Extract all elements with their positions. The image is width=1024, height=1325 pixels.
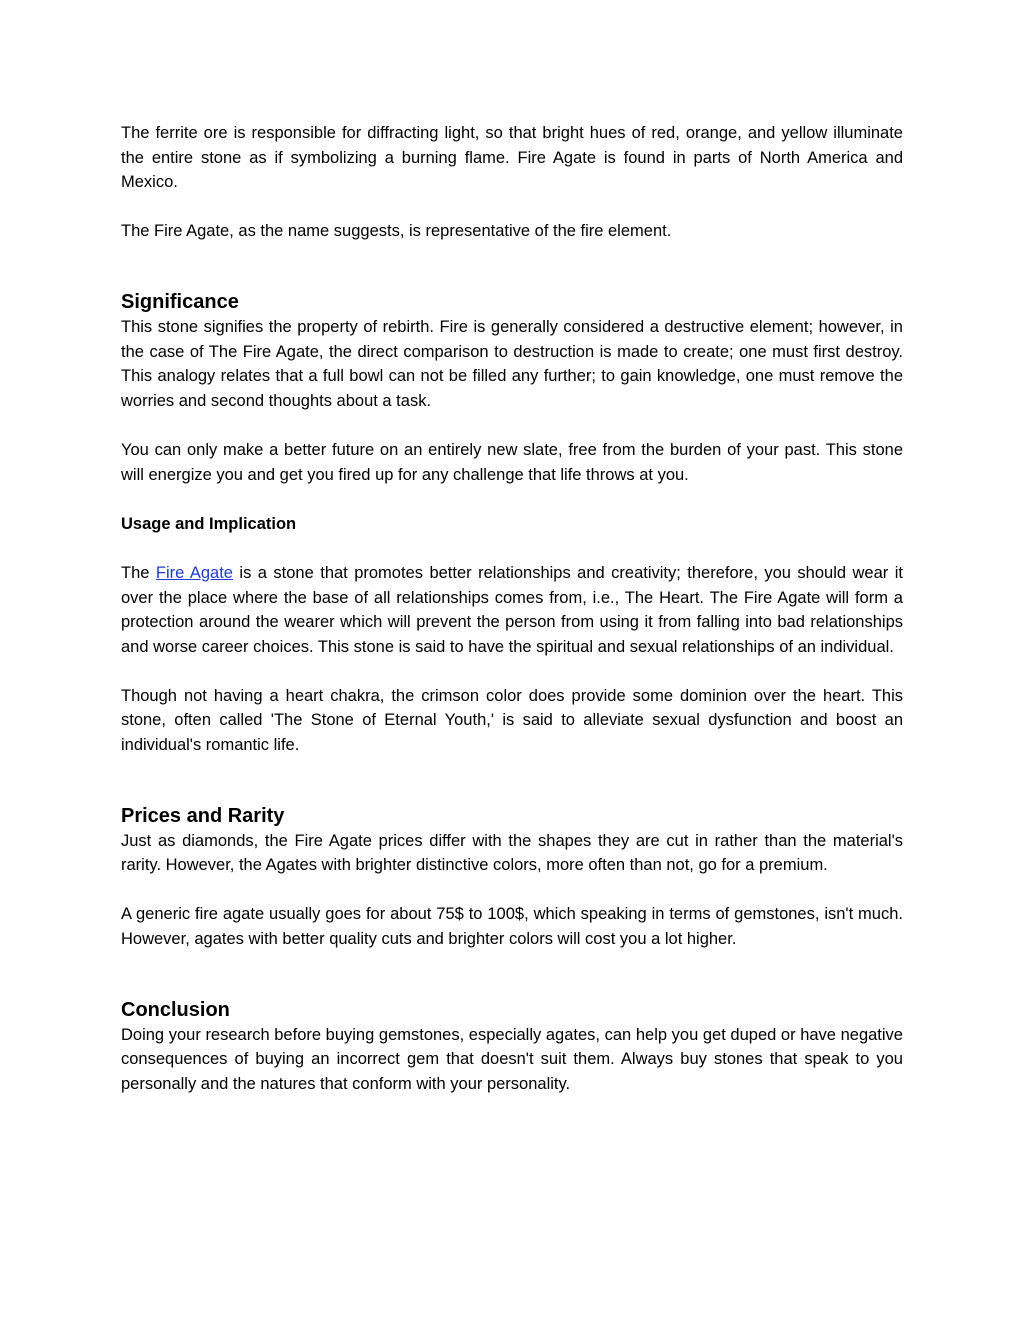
prices-paragraph-1: Just as diamonds, the Fire Agate prices differ with the shapes they are cut in rather than the material's rarity. However, the Agates with brighter distinctive colors, more often than not, go for a premium. [121, 831, 903, 875]
spacer [121, 952, 903, 997]
spacer [121, 244, 903, 289]
prices-heading: Prices and Rarity [121, 804, 285, 827]
intro-paragraph-2: The Fire Agate, as the name suggests, is representative of the fire element. [121, 222, 672, 241]
prices-paragraph-2: A generic fire agate usually goes for about 75$ to 100$, which speaking in terms of gemstones, isn't much. However, agates with better quality cuts and brighter colors will cost you a lot higher. [121, 905, 903, 949]
usage-text-after-link: is a stone that promotes better relationships and creativity; therefore, you should wear it over the place where the base of all relationships comes from, i.e., The Heart. The Fire Agate will form a protection around the wearer which will prevent the person from using it from falling into bad relationships and worse career choices. This stone is said to have the spiritual and sexual relationships of an individual. [121, 563, 903, 656]
conclusion-paragraph-1: Doing your research before buying gemstones, especially agates, can help you get duped or have negative consequences of buying an incorrect gem that doesn't suit them. Always buy stones that speak to you personally and the natures that conform with your personality. [121, 1025, 903, 1093]
document-page [121, 121, 903, 1096]
significance-heading: Significance [121, 290, 239, 313]
conclusion-heading: Conclusion [121, 998, 230, 1021]
usage-heading: Usage and Implication [121, 514, 297, 533]
intro-paragraph-1: The ferrite ore is responsible for diffracting light, so that bright hues of red, orange, and yellow illuminate the entire stone as if symbolizing a burning flame. Fire Agate is found in parts of North America and Mexico. [121, 124, 903, 192]
significance-paragraph-2: You can only make a better future on an entirely new slate, free from the burden of your past. This stone will energize you and get you fired up for any challenge that life throws at you. [121, 440, 903, 484]
spacer [121, 659, 903, 684]
usage-paragraph-2: Though not having a heart chakra, the crimson color does provide some dominion over the heart. This stone, often called 'The Stone of Eternal Youth,' is said to alleviate sexual dysfunction and boost an individual's romantic life. [121, 686, 903, 755]
spacer [121, 487, 903, 512]
usage-paragraph-1 [121, 561, 903, 659]
significance-paragraph-1: This stone signifies the property of rebirth. Fire is generally considered a destructive element; however, in the case of The Fire Agate, the direct comparison to destruction is made to create; one must first destroy. This analogy relates that a full bowl can not be filled any further; to gain knowledge, one must remove the worries and second thoughts about a task. [121, 317, 903, 410]
spacer [121, 536, 903, 561]
spacer [121, 413, 903, 438]
spacer [121, 195, 903, 220]
spacer [121, 878, 903, 903]
usage-text-before-link: The [121, 563, 156, 582]
fire-agate-link[interactable]: Fire Agate [155, 563, 233, 582]
spacer [121, 758, 903, 803]
